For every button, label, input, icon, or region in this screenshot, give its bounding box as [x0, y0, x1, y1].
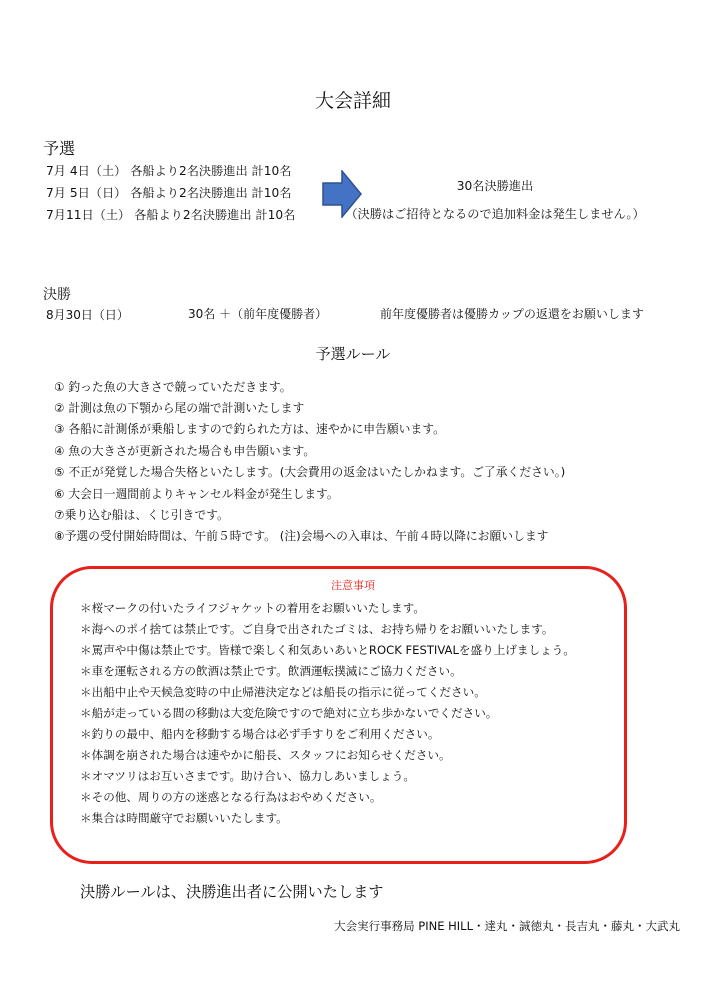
organizer: 大会実行事務局 PINE HILL・達丸・誠徳丸・長吉丸・藤丸・大武丸: [334, 919, 680, 933]
notice-item: ＊集合は時間厳守でお願いいたします。: [80, 811, 288, 825]
prelim-row: 7月 4日（土） 各船より2名決勝進出 計10名: [46, 164, 292, 178]
advance-text: 30名決勝進出: [456, 179, 534, 193]
rule-item: ⑦乗り込む船は、くじ引きです。: [54, 508, 229, 522]
final-count: 30名 ＋（前年度優勝者）: [188, 307, 328, 321]
rule-item: ① 釣った魚の大きさで競っていただきます。: [54, 380, 292, 394]
rule-item: ④ 魚の大きさが更新された場合も申告願います。: [54, 444, 316, 458]
prelim-heading: 予選: [43, 139, 76, 158]
prelim-row: 7月 5日（日） 各船より2名決勝進出 計10名: [46, 186, 292, 200]
final-rules-note: 決勝ルールは、決勝進出者に公開いたします: [80, 883, 384, 901]
rule-item: ③ 各船に計測係が乗船しますので釣られた方は、速やかに申告願います。: [54, 422, 445, 436]
rule-item: ⑧予選の受付開始時間は、午前５時です。 (注)会場への入車は、午前４時以降にお願いします: [54, 529, 549, 543]
notice-item: ＊釣りの最中、船内を移動する場合は必ず手すりをご利用ください。: [80, 727, 440, 741]
rule-item: ② 計測は魚の下顎から尾の端で計測いたします: [54, 401, 305, 415]
rules-heading: 予選ルール: [315, 345, 391, 363]
rule-item: ⑥ 大会日一週間前よりキャンセル料金が発生します。: [54, 487, 339, 501]
notice-item: ＊桜マークの付いたライフジャケットの着用をお願いいたします。: [80, 601, 425, 615]
notice-item: ＊体調を崩された場合は速やかに船長、スタッフにお知らせください。: [80, 748, 451, 762]
final-heading: 決勝: [43, 287, 71, 303]
advance-note: （決勝はご招待となるので追加料金は発生しません。）: [345, 207, 645, 221]
notice-item: ＊オマツリはお互いさまです。助け合い、協力しあいましょう。: [80, 769, 415, 783]
final-date: 8月30日（日）: [46, 308, 129, 322]
notice-item: ＊海へのポイ捨ては禁止です。ご自身で出されたゴミは、お持ち帰りをお願いいたします。: [80, 622, 554, 636]
notice-item: ＊罵声や中傷は禁止です。皆様で楽しく和気あいあいとROCK FESTIVALを盛り上げましょう。: [80, 643, 575, 657]
notice-item: ＊船が走っている間の移動は大変危険ですので絶対に立ち歩かないでください。: [80, 706, 498, 720]
notice-title: 注意事項: [331, 579, 375, 592]
prelim-row: 7月11日（土） 各船より2名決勝進出 計10名: [46, 208, 296, 222]
notice-item: ＊出船中止や天候急変時の中止帰港決定などは船長の指示に従ってください。: [80, 685, 486, 699]
notice-item: ＊車を運転される方の飲酒は禁止です。飲酒運転撲滅にご協力ください。: [80, 664, 462, 678]
rule-item: ⑤ 不正が発覚した場合失格といたします。(大会費用の返金はいたしかねます。ご了承ください。): [54, 465, 566, 479]
page-title: 大会詳細: [314, 90, 391, 112]
final-note: 前年度優勝者は優勝カップの返還をお願いします: [380, 307, 644, 321]
notice-item: ＊その他、周りの方の迷惑となる行為はおやめください。: [80, 790, 382, 804]
